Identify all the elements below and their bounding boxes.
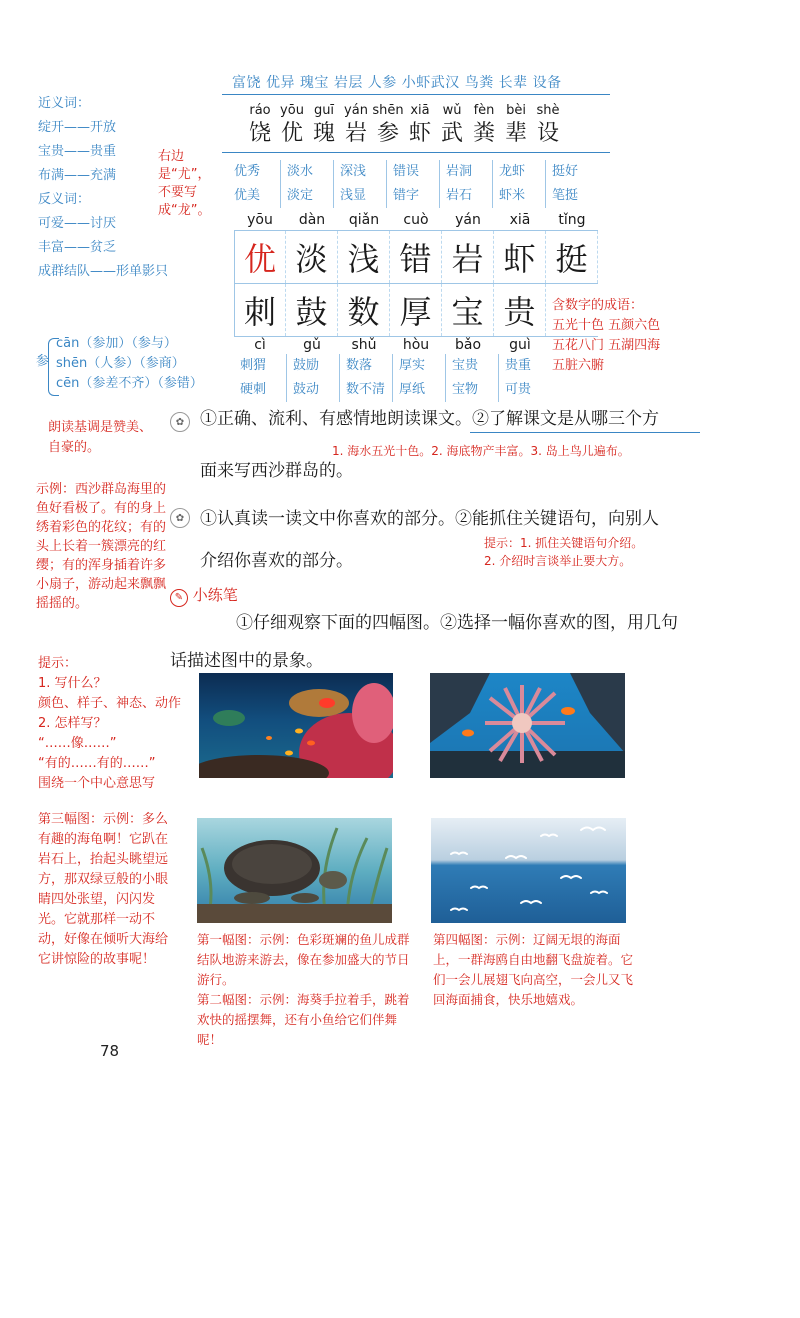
idiom-title: 含数字的成语：: [552, 298, 644, 313]
word-item: 鼓励: [293, 358, 320, 373]
word-item: 岩洞: [446, 164, 473, 179]
idiom-line: 五脏六腑: [552, 358, 605, 373]
word-item: 鼓动: [293, 382, 320, 397]
read-icon: ✿: [170, 508, 190, 528]
word-item: 厚实: [399, 358, 426, 373]
char-item: 优: [280, 121, 303, 146]
grid-char: 贵: [494, 284, 546, 336]
char-item: 参: [376, 121, 399, 146]
task-2-hint: [484, 534, 643, 570]
char-pinyin: shè: [536, 103, 560, 118]
caption-picture-2: 第二幅图：示例：海葵手拉着手，跳着欢快的摇摆舞，还有小鱼给它们伴舞呢！: [197, 992, 410, 1047]
word-column: [280, 160, 333, 208]
char-pinyin: yōu: [280, 103, 304, 118]
practice-label: [170, 584, 238, 607]
grid-pinyin: gǔ: [303, 337, 321, 353]
word-item: 笔挺: [552, 188, 579, 203]
grid-pinyin: qiǎn: [348, 212, 380, 228]
grid-pinyin: yán: [455, 212, 481, 228]
char-row: [244, 116, 604, 147]
hint-line: 提示：1. 抓住关键语句介绍。: [484, 536, 644, 550]
note-reading-tone: 朗读基调是赞美、自豪的。: [48, 420, 153, 455]
word-item: 岩石: [446, 188, 473, 203]
writing-grid-row-1: [234, 230, 598, 284]
word-item: 刺猬: [240, 358, 267, 373]
writing-grid-row-2: [234, 283, 598, 337]
word-item: 硬刺: [240, 382, 267, 397]
word-column: [492, 160, 545, 208]
word-column: [228, 160, 280, 208]
hint-line: “……像……”: [38, 736, 117, 751]
grid-char: 鼓: [286, 284, 338, 336]
word-item: 错字: [393, 188, 420, 203]
hint-line: 1. 写什么？: [38, 676, 107, 691]
idiom-line: 五光十色 五颜六色: [552, 318, 661, 333]
char-item: 瑰: [312, 121, 335, 146]
task-1-text-line2: 面来写西沙群岛的。: [200, 461, 353, 481]
word-item: 贵重: [505, 358, 532, 373]
grid-char: 错: [390, 231, 442, 283]
char-pinyin: ráo: [249, 103, 271, 118]
page-number: 78: [100, 1042, 120, 1060]
word-item: 优美: [234, 188, 261, 203]
caption-picture-1: 第一幅图：示例：色彩斑斓的鱼儿成群结队地游来游去，像在参加盛大的节日游行。: [197, 932, 410, 987]
word-column: [392, 354, 445, 402]
char-item: 粪: [472, 121, 495, 146]
grid-char: 厚: [390, 284, 442, 336]
task-3-text: ①仔细观察下面的四幅图。②选择一幅你喜欢的图，用几句: [236, 613, 678, 633]
synonym-item: 布满——充满: [38, 168, 117, 183]
antonym-item: 可爱——讨厌: [38, 216, 117, 231]
grid-pinyin-row-2: [234, 337, 598, 353]
task-3-text-line2: 话描述图中的景象。: [170, 651, 323, 671]
writing-hint-notes: [38, 654, 193, 794]
word-item: 错误: [393, 164, 420, 179]
word-item: 可贵: [505, 382, 532, 397]
vocab-words-line: 富饶 优异 瑰宝 岩层 人参 小虾武汉 鸟粪 长辈 设备: [232, 75, 562, 91]
char-item: 武: [440, 121, 463, 146]
grid-char: 宝: [442, 284, 494, 336]
char-pinyin: wǔ: [442, 103, 462, 118]
char-pinyin: shēn: [372, 103, 404, 118]
char-item: 辈: [504, 121, 527, 146]
grid-char: 挺: [546, 231, 598, 283]
char-pinyin: xiā: [410, 103, 430, 118]
polyphone-char: 参: [36, 354, 50, 369]
caption-picture-3: 第三幅图：示例：多么有趣的海龟啊！它趴在岩石上，抬起头眺望远方，那双绿豆般的小眼睛四处张望，闪闪发光。它就那样一动不动，好像在倾听大海给它讲惊险的故事呢！: [38, 812, 169, 967]
practice-label-text: 小练笔: [192, 586, 238, 604]
grid-pinyin: dàn: [298, 212, 326, 228]
word-column: [386, 160, 439, 208]
antonym-item: 成群结队——形单影只: [38, 264, 169, 279]
idiom-line: 五花八门 五湖四海: [552, 338, 661, 353]
word-item: 深浅: [340, 164, 367, 179]
number-idiom-notes: [552, 296, 712, 376]
char-item: 虾: [408, 121, 431, 146]
caption-picture-1-2: [197, 930, 412, 1050]
grid-pinyin: shǔ: [351, 337, 377, 353]
polyphone-line: cān（参加）（参与）: [56, 336, 177, 351]
grid-pinyin: xiā: [509, 212, 531, 228]
antonym-item: 丰富——贫乏: [38, 240, 117, 255]
char-rule: [222, 152, 610, 153]
hint-line: 围绕一个中心意思写: [38, 776, 156, 791]
word-item: 浅显: [340, 188, 367, 203]
task-2-text: ①认真读一读文中你喜欢的部分。②能抓住关键语句，向别人: [200, 509, 659, 529]
grid-char: 岩: [442, 231, 494, 283]
grid-pinyin: yōu: [247, 212, 273, 228]
word-item: 宝贵: [452, 358, 479, 373]
word-item: 淡定: [287, 188, 314, 203]
coral-reef-picture: [199, 673, 393, 778]
word-item: 虾米: [499, 188, 526, 203]
grid-pinyin: bǎo: [454, 337, 482, 353]
word-item: 挺好: [552, 164, 579, 179]
polyphone-line: shēn（人参）（参商）: [56, 356, 185, 371]
word-item: 厚纸: [399, 382, 426, 397]
grid-pinyin: tǐng: [558, 212, 586, 228]
word-item: 龙虾: [499, 164, 526, 179]
hint-line: 颜色、样子、神态、动作: [38, 696, 182, 711]
word-item: 优秀: [234, 164, 261, 179]
word-column: [445, 354, 498, 402]
task-2-text-line2: 介绍你喜欢的部分。: [200, 551, 353, 571]
word-column: [339, 354, 392, 402]
hint-line: 2. 怎样写？: [38, 716, 107, 731]
grid-pinyin-row-1: [234, 212, 598, 228]
synonym-antonym-notes: [38, 92, 168, 284]
grid-char: 淡: [286, 231, 338, 283]
word-column: [545, 160, 598, 208]
grid-pinyin: cuò: [403, 212, 429, 228]
word-column: [439, 160, 492, 208]
top-rule: [222, 94, 610, 95]
word-column: [234, 354, 286, 402]
synonym-title: 近义词：: [38, 96, 91, 111]
grid-char: 优: [234, 231, 286, 283]
grid-char: 数: [338, 284, 390, 336]
word-item: 数不清: [346, 382, 386, 397]
hint-line: 提示：: [38, 656, 78, 671]
word-column: [333, 160, 386, 208]
char-pinyin: yán: [344, 103, 368, 118]
char-item: 饶: [248, 121, 271, 146]
word-column: [498, 354, 551, 402]
read-icon: ✿: [170, 412, 190, 432]
task-1-text: ①正确、流利、有感情地朗读课文。②了解课文是从哪三个方: [200, 409, 659, 429]
grid-char: 浅: [338, 231, 390, 283]
word-item: 数落: [346, 358, 373, 373]
sea-turtle-picture: [197, 818, 392, 923]
polyphone-line: cēn（参差不齐）（参错）: [56, 376, 203, 391]
hint-line: 2. 介绍时言谈举止要大方。: [484, 554, 632, 568]
word-item: 宝物: [452, 382, 479, 397]
word-column: [286, 354, 339, 402]
char-pinyin: fèn: [473, 103, 495, 118]
char-pinyin: bèi: [506, 103, 526, 118]
task-1-underline: [470, 432, 700, 433]
synonym-item: 宝贵——贵重: [38, 144, 117, 159]
synonym-item: 绽开——开放: [38, 120, 117, 135]
word-item: 淡水: [287, 164, 314, 179]
antonym-title: 反义词：: [38, 192, 91, 207]
pen-icon: ✎: [170, 589, 188, 607]
grid-char: 刺: [234, 284, 286, 336]
note-you-radical: 右边是“尤”，不要写成“龙”。: [158, 149, 211, 218]
char-item: 岩: [344, 121, 367, 146]
grid-pinyin: guì: [509, 337, 531, 353]
caption-picture-4: 第四幅图：示例：辽阔无垠的海面上，一群海鸥自由地翻飞盘旋着。它们一会儿展翅飞向高空，一会儿又飞回海面捕食，快乐地嬉戏。: [433, 932, 634, 1007]
word-table: [228, 160, 598, 208]
bottom-word-table: [234, 354, 598, 402]
grid-pinyin: hòu: [402, 337, 430, 353]
sea-anemone-picture: [430, 673, 625, 778]
char-item: 设: [536, 121, 559, 146]
grid-char: 虾: [494, 231, 546, 283]
note-xisha-example: 示例：西沙群岛海里的鱼好看极了。有的身上绣着彩色的花纹；有的头上长着一簇漂亮的红缨；有的浑身插着许多小扇子，游动起来飘飘摇摇的。: [36, 482, 167, 611]
grid-pinyin: cì: [254, 337, 266, 353]
task-1-answer: 1. 海水五光十色。2. 海底物产丰富。3. 岛上鸟儿遍布。: [332, 444, 630, 458]
seagulls-picture: [431, 818, 626, 923]
hint-line: “有的……有的……”: [38, 756, 156, 771]
char-pinyin: guī: [313, 103, 335, 118]
